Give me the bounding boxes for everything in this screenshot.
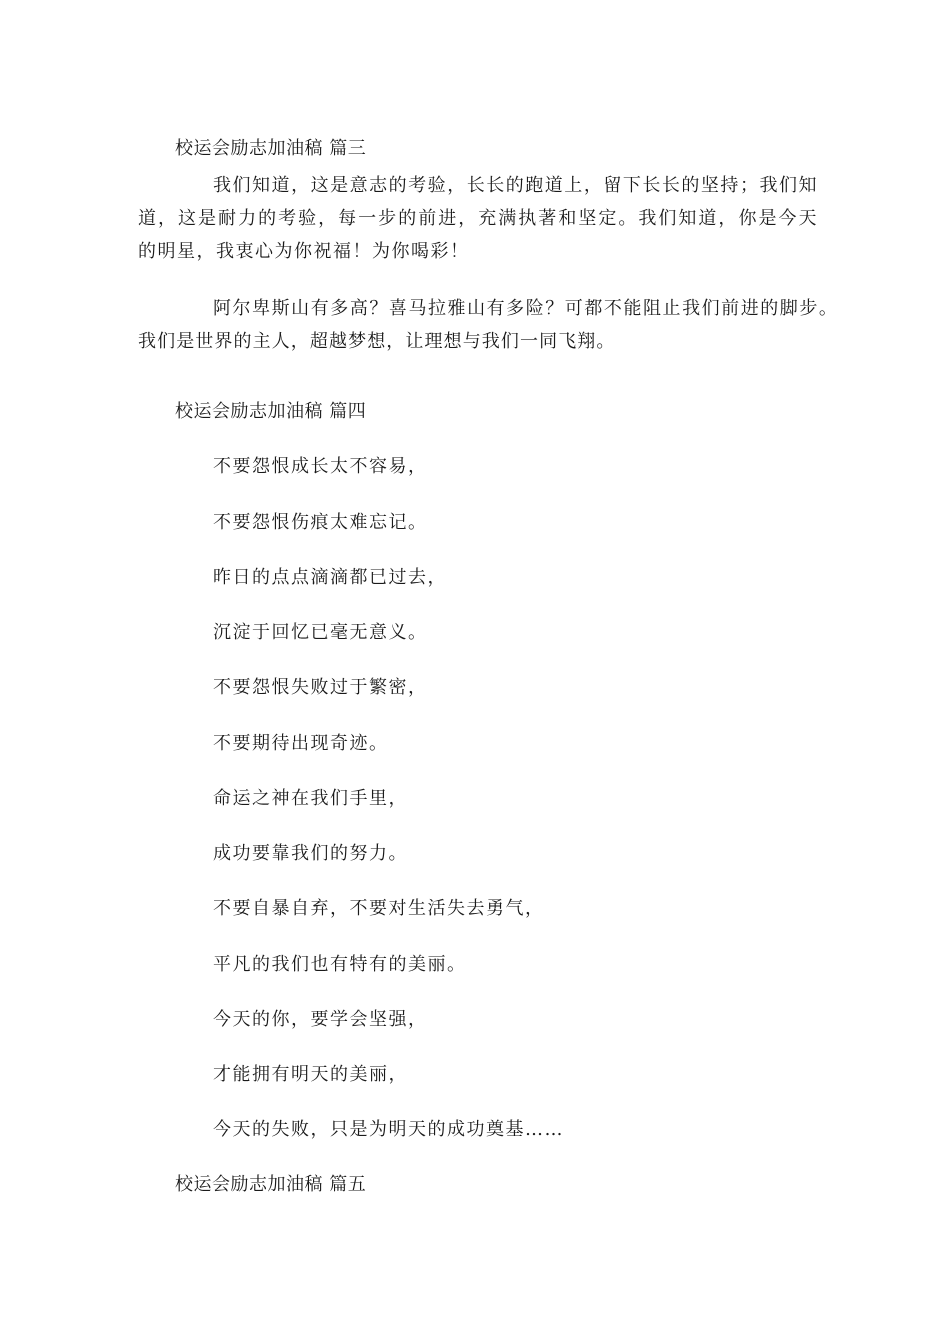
- poem-line: 不要怨恨伤痕太难忘记。: [213, 512, 428, 533]
- poem-line: 今天的你，要学会坚强，: [213, 1009, 428, 1030]
- poem-line: 沉淀于回忆已毫无意义。: [213, 622, 428, 643]
- poem-line: 命运之神在我们手里，: [213, 788, 408, 809]
- poem-line: 不要自暴自弃，不要对生活失去勇气，: [213, 898, 545, 919]
- poem-line: 不要怨恨失败过于繁密，: [213, 677, 428, 698]
- poem-line: 平凡的我们也有特有的美丽。: [213, 954, 467, 975]
- section-heading-5: 校运会励志加油稿 篇五: [175, 1174, 367, 1195]
- poem-line: 才能拥有明天的美丽，: [213, 1064, 408, 1085]
- poem-line: 昨日的点点滴滴都已过去，: [213, 567, 447, 588]
- section-heading-4: 校运会励志加油稿 篇四: [175, 401, 367, 422]
- poem-line: 不要怨恨成长太不容易，: [213, 456, 428, 477]
- paragraph-1: 我们知道，这是意志的考验，长长的跑道上，留下长长的坚持；我们知道，这是耐力的考验，每一步的前进，充满执著和坚定。我们知道，你是今天的明星，我衷心为你祝福！为你喝彩！: [138, 175, 818, 262]
- section-heading-3: 校运会励志加油稿 篇三: [175, 138, 367, 159]
- poem-line: 今天的失败，只是为明天的成功奠基……: [213, 1119, 564, 1140]
- paragraph-2: 阿尔卑斯山有多高？喜马拉雅山有多险？可都不能阻止我们前进的脚步。我们是世界的主人，超越梦想，让理想与我们一同飞翔。: [138, 298, 838, 352]
- poem-line: 成功要靠我们的努力。: [213, 843, 408, 864]
- poem-line: 不要期待出现奇迹。: [213, 733, 389, 754]
